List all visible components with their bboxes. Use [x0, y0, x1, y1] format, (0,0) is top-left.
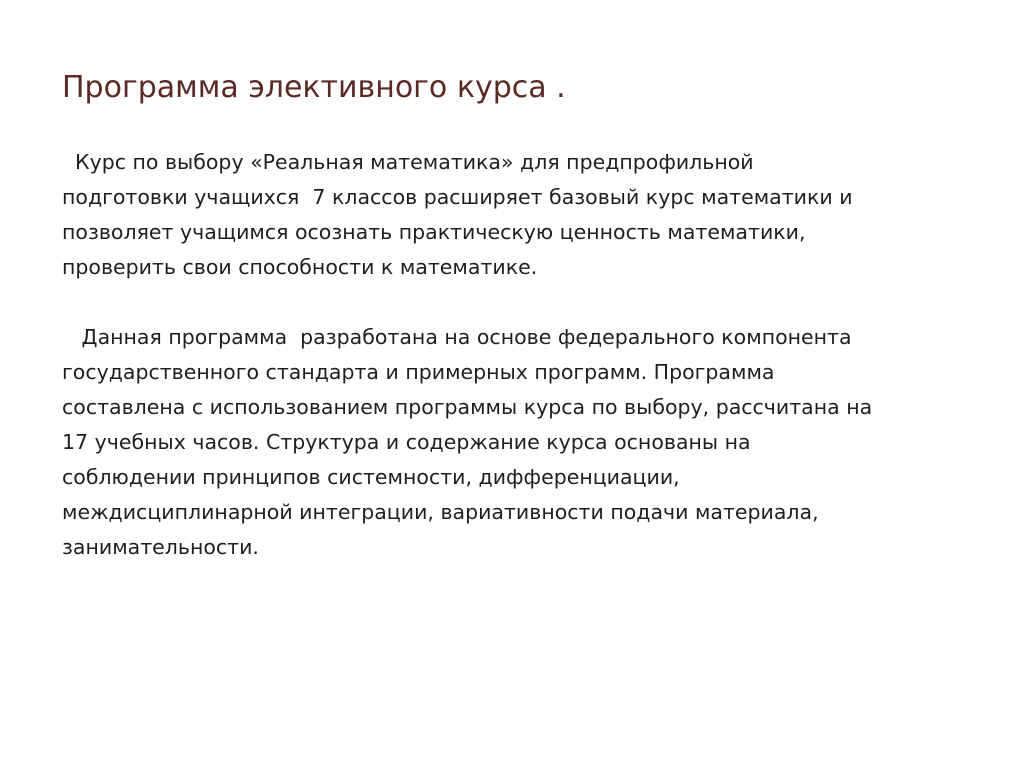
- slide-body: [62, 145, 967, 565]
- paragraph-line: проверить свои способности к математике.: [62, 255, 538, 279]
- paragraph-line: соблюдении принципов системности, дифференциации,: [62, 465, 680, 489]
- slide-title: Программа элективного курса .: [62, 70, 566, 105]
- paragraph-course-description: [62, 145, 967, 285]
- paragraph-line: составлена с использованием программы курса по выбору, рассчитана на: [62, 395, 873, 419]
- paragraph-line: государственного стандарта и примерных программ. Программа: [62, 360, 775, 384]
- paragraph-line: Данная программа разработана на основе федерального компонента: [62, 325, 852, 349]
- paragraph-line: подготовки учащихся 7 классов расширяет базовый курс математики и: [62, 185, 853, 209]
- paragraph-line: занимательности.: [62, 535, 259, 559]
- paragraph-line: Курс по выбору «Реальная математика» для предпрофильной: [62, 150, 754, 174]
- paragraph-line: позволяет учащимся осознать практическую ценность математики,: [62, 220, 806, 244]
- paragraph-spacer: [62, 285, 967, 320]
- paragraph-line: 17 учебных часов. Структура и содержание курса основаны на: [62, 430, 751, 454]
- paragraph-program-basis: [62, 320, 967, 565]
- paragraph-line: междисциплинарной интеграции, вариативности подачи материала,: [62, 500, 819, 524]
